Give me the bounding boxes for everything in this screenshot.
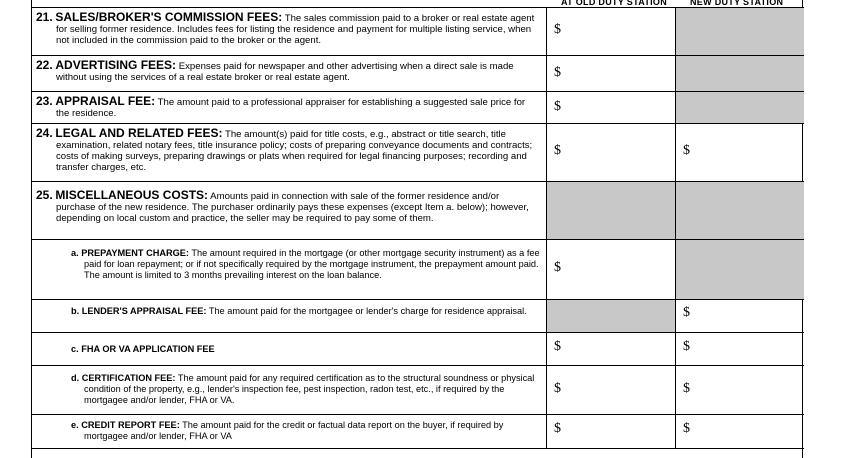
row-21-text: The sales commission paid to a broker or real estate agent for selling former residence. Includes fees for listing the residence and payment for multiple listing service, when not included in the commission paid to the broker or the agent. — [56, 13, 535, 46]
row-25e-description: e. CREDIT REPORT FEE: The amount paid for the credit or factual data report on the buyer, if required by mortgagee and/or lender, FHA or VA — [32, 415, 547, 448]
row-25b-old-amount-field — [547, 300, 676, 332]
row-25c-fha-va-application-fee — [32, 333, 804, 366]
row-25-old-amount-field — [547, 182, 676, 239]
row-25-title: MISCELLANEOUS COSTS: — [55, 188, 209, 202]
row-25a-title: PREPAYMENT CHARGE: — [81, 248, 189, 258]
row-24-description: 24. LEGAL AND RELATED FEES: The amount(s) paid for title costs, e.g., abstract or title search, title examination, related notary fees, title insurance policy; costs of preparing conveyance documents and contracts; costs of making surveys, preparing drawings or plats when required for legal financing purposes; recording and transfer charges, etc. — [32, 124, 547, 181]
row-25-description: 25. MISCELLANEOUS COSTS: Amounts paid in connection with sale of the former residence and/or purchase of the new residence. The purchaser ordinarily pays these expenses (except Item a. below); however, depending on local custom and practice, the seller may be required to pay some of them. — [32, 182, 547, 239]
row-25e-credit-report-fee — [32, 415, 804, 449]
row-25a-new-amount-field — [676, 240, 804, 299]
row-25b-lenders-appraisal-fee — [32, 300, 804, 333]
row-24-title: LEGAL AND RELATED FEES: — [55, 126, 223, 140]
row-25c-title: FHA OR VA APPLICATION FEE — [81, 344, 215, 354]
row-25a-prepayment-charge — [32, 240, 804, 300]
row-25-new-amount-field — [676, 182, 804, 239]
row-25e-text: The amount paid for the credit or factual data report on the buyer, if required by mortgagee and/or lender, FHA or VA — [84, 420, 504, 441]
row-25d-text: The amount paid for any required certification as to the structural soundness or physical condition of the property, e.g., lender's inspection fee, pest inspection, radon test, etc., if required by the mortgagee and/or lender, FHA or VA. — [84, 373, 535, 405]
row-22-old-amount-field[interactable]: $ — [547, 56, 676, 91]
row-25d-title: CERTIFICATION FEE: — [81, 373, 176, 383]
row-25e-old-amount-field[interactable]: $ — [547, 415, 676, 448]
row-25b-new-amount-field[interactable]: $ — [683, 305, 690, 320]
row-22-title: ADVERTISING FEES: — [55, 58, 177, 72]
row-22-new-amount-field — [676, 56, 804, 91]
row-25e-title: CREDIT REPORT FEE: — [81, 420, 180, 430]
row-23-appraisal-fee — [32, 92, 804, 124]
row-21-new-amount-field — [676, 8, 804, 55]
row-22-text: Expenses paid for newspaper and other advertising when a direct sale is made without using the services of a real estate broker or real estate agent. — [56, 61, 514, 83]
row-25c-new-amount-field[interactable]: $ — [683, 339, 690, 354]
row-25c-description: c. FHA OR VA APPLICATION FEE — [32, 333, 547, 365]
row-25b-text: The amount paid for the mortgagee or lender's charge for residence appraisal. — [208, 306, 527, 316]
row-25b-description: b. LENDER'S APPRAISAL FEE: The amount paid for the mortgagee or lender's charge for residence appraisal. — [32, 300, 547, 332]
row-23-description: 23. APPRAISAL FEE: The amount paid to a professional appraiser for establishing a suggested sale price for the residence. — [32, 92, 547, 123]
row-25e-new-amount-field[interactable]: $ — [683, 421, 690, 436]
column-header-old-duty-station: AT OLD DUTY STATION — [561, 0, 668, 7]
row-23-old-amount-field[interactable]: $ — [547, 92, 676, 123]
row-25a-old-amount-field[interactable]: $ — [547, 240, 676, 299]
row-24-new-amount-field[interactable]: $ — [683, 143, 690, 158]
relocation-expense-form — [31, 0, 803, 458]
row-25d-new-amount-field[interactable]: $ — [683, 381, 690, 396]
row-25a-description: a. PREPAYMENT CHARGE: The amount required in the mortgage (or other mortgage security instrument) as a fee paid for loan repayment; or if not specifically required by the mortgage instrument, the prepayment amount paid. The amount is limited to 3 months prevailing interest on the loan balance. — [32, 240, 547, 299]
row-24-text: The amount(s) paid for title costs, e.g., abstract or title search, title examination, related notary fees, title insurance policy; costs of preparing conveyance documents and contracts; costs of making surveys, preparing drawings or plats when required for legal financing purposes; recording and transfer charges, etc. — [56, 129, 533, 173]
row-22-advertising-fees — [32, 56, 804, 92]
row-21-sales-broker-commission — [32, 8, 804, 56]
row-25c-old-amount-field[interactable]: $ — [547, 333, 676, 365]
column-header-new-duty-station: NEW DUTY STATION — [690, 0, 784, 7]
row-23-text: The amount paid to a professional appraiser for establishing a suggested sale price for the residence. — [56, 97, 526, 119]
row-21-description: 21. SALES/BROKER'S COMMISSION FEES: The sales commission paid to a broker or real estate agent for selling former residence. Includes fees for listing the residence and payment for multiple listing service, when not included in the commission paid to the broker or the agent. — [32, 8, 547, 55]
row-23-new-amount-field — [676, 92, 804, 123]
row-25d-description: d. CERTIFICATION FEE: The amount paid for any required certification as to the structural soundness or physical condition of the property, e.g., lender's inspection fee, pest inspection, radon test, etc., if required by the mortgagee and/or lender, FHA or VA. — [32, 366, 547, 414]
row-25d-old-amount-field[interactable]: $ — [547, 366, 676, 414]
row-21-title: SALES/BROKER'S COMMISSION FEES: — [55, 10, 283, 24]
row-25-text: Amounts paid in connection with sale of the former residence and/or purchase of the new residence. The purchaser ordinarily pays these expenses (except Item a. below); however, depending on local custom and practice, the seller may be required to pay some of them. — [56, 191, 529, 224]
row-25a-text: The amount required in the mortgage (or other mortgage security instrument) as a fee paid for loan repayment; or if not specifically required by the mortgage instrument, the prepayment amount paid. The amount is limited to 3 months prevailing interest on the loan balance. — [84, 248, 540, 280]
row-25d-certification-fee — [32, 366, 804, 415]
row-25-miscellaneous-costs — [32, 182, 804, 240]
row-25b-title: LENDER'S APPRAISAL FEE: — [81, 306, 207, 316]
row-24-legal-related-fees — [32, 124, 804, 182]
row-24-old-amount-field[interactable]: $ — [547, 124, 676, 181]
row-21-old-amount-field[interactable]: $ — [547, 8, 676, 55]
row-23-title: APPRAISAL FEE: — [55, 94, 156, 108]
column-header-row — [32, 0, 804, 8]
row-22-description: 22. ADVERTISING FEES: Expenses paid for newspaper and other advertising when a direct sale is made without using the services of a real estate broker or real estate agent. — [32, 56, 547, 91]
